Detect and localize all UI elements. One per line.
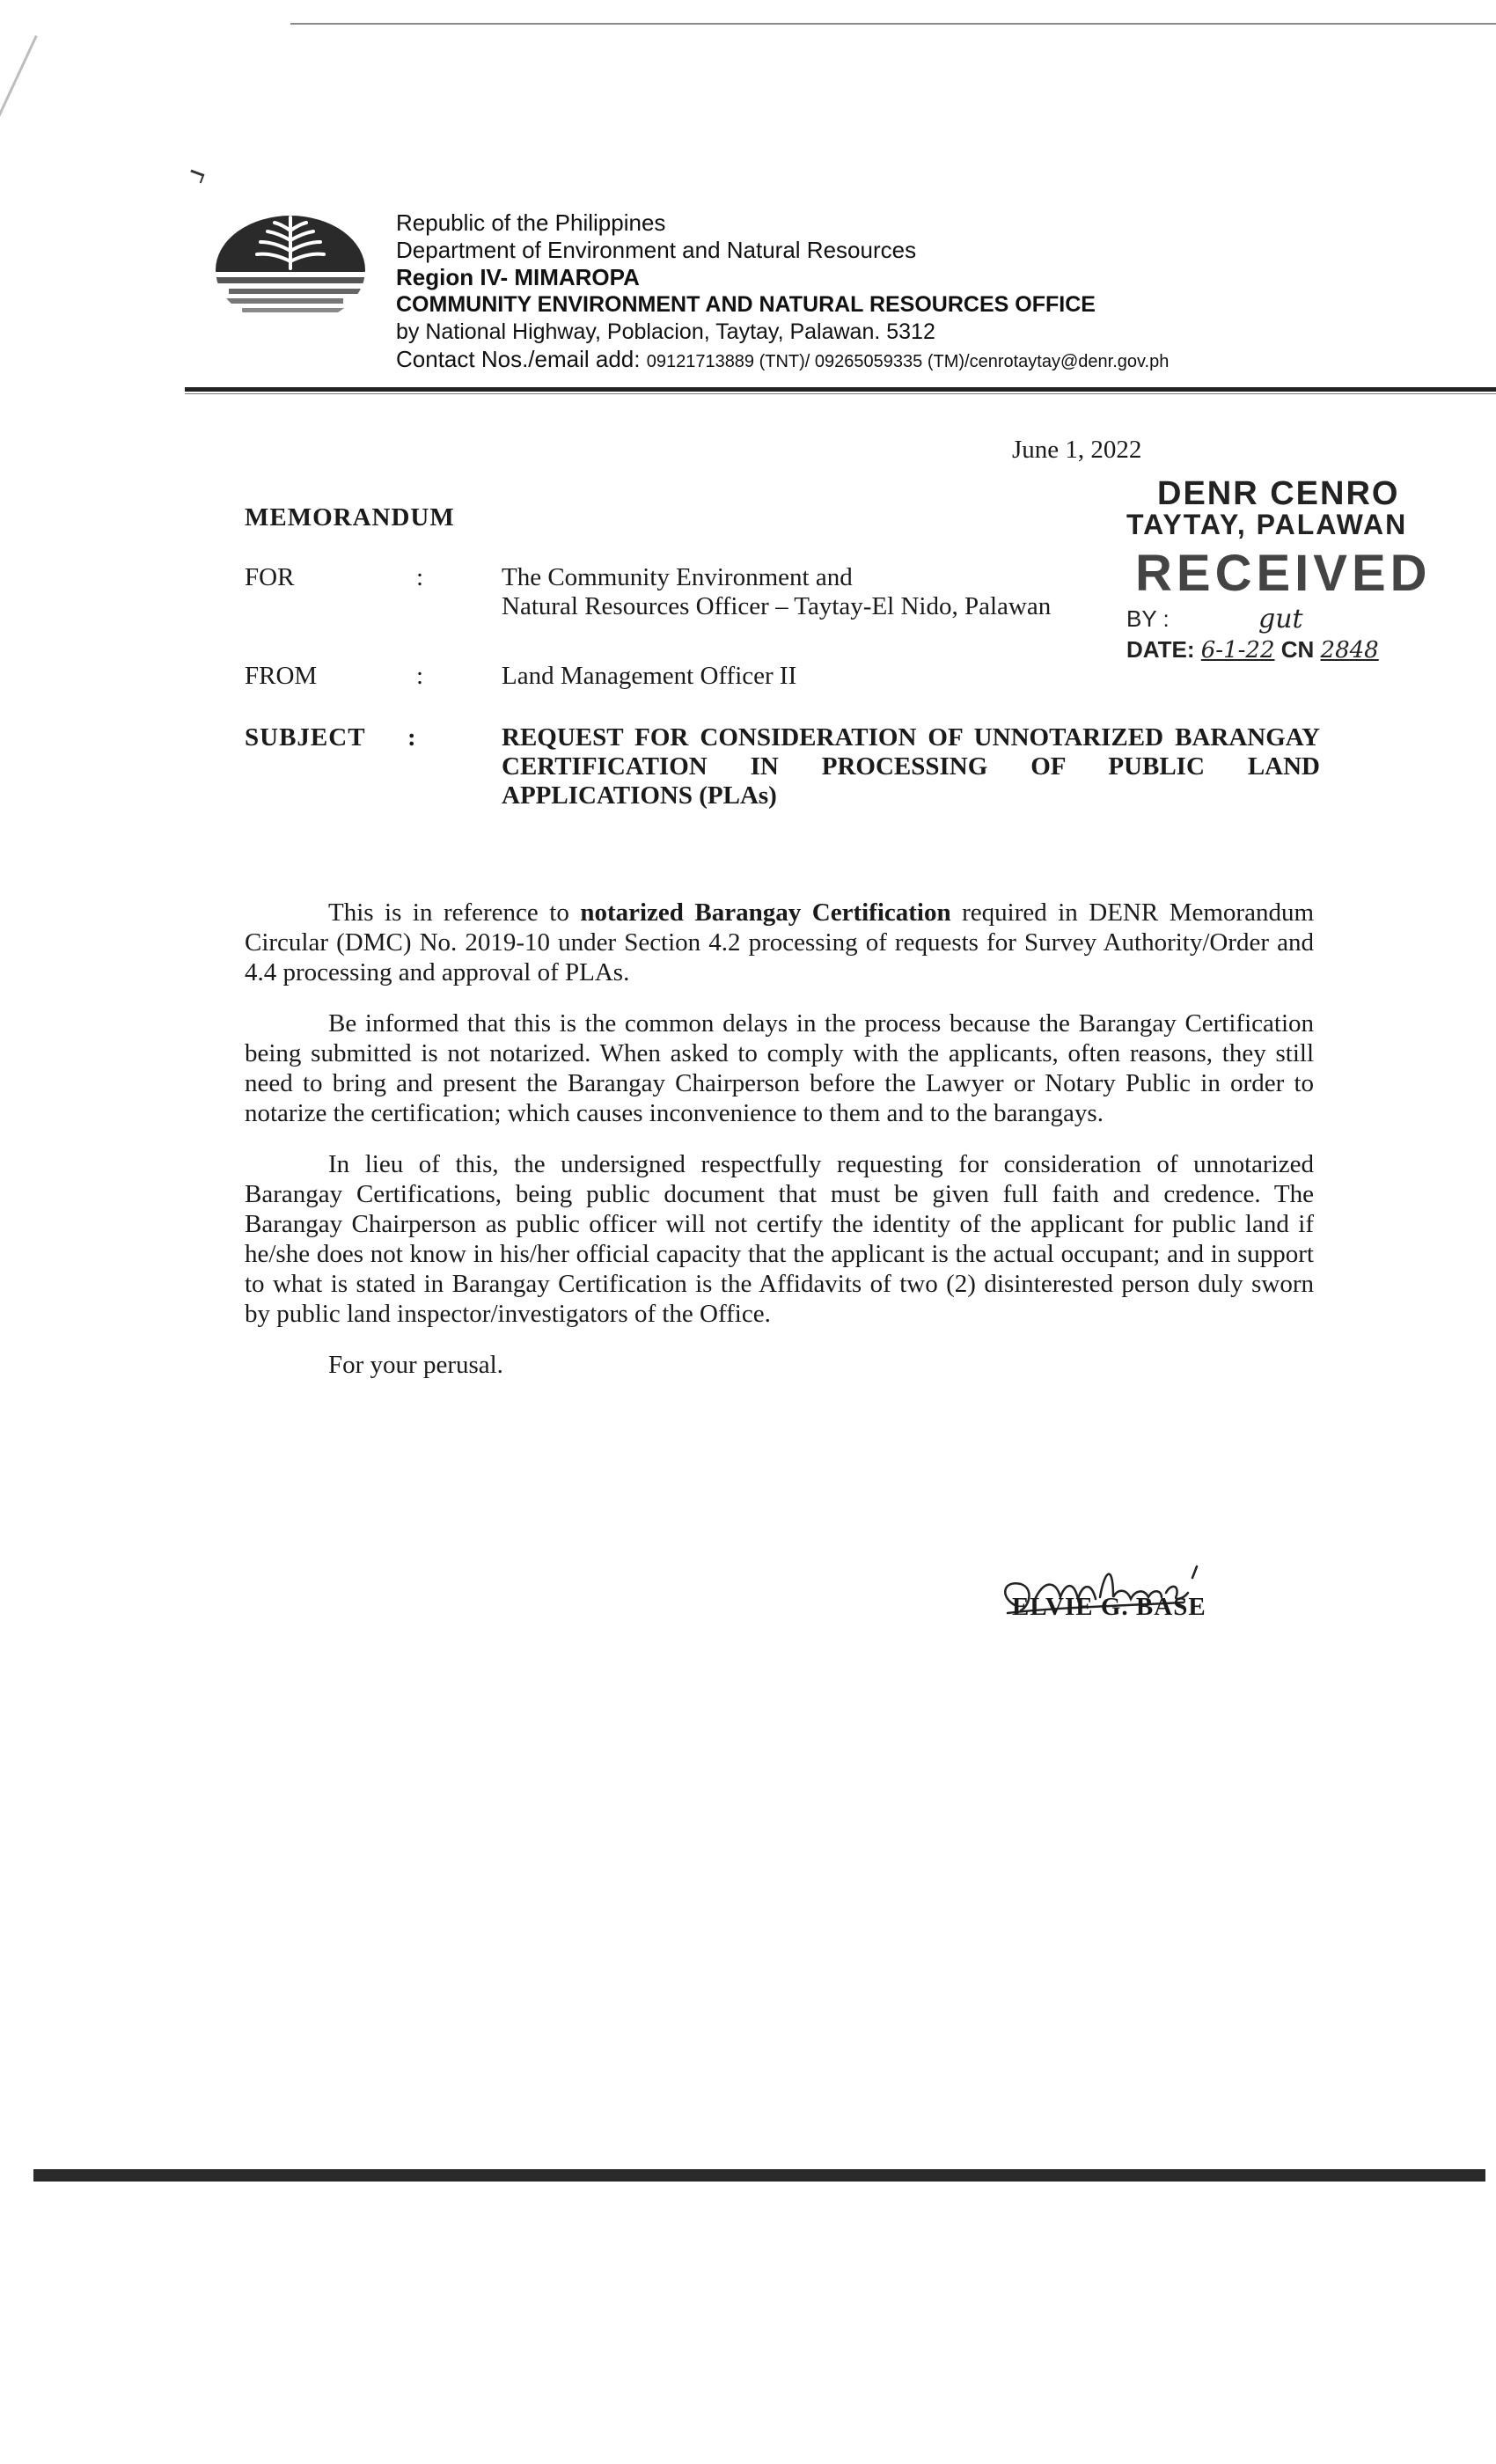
subject-colon: : (407, 723, 416, 752)
for-colon: : (416, 563, 424, 591)
p1-intro: This is in reference to (328, 898, 581, 927)
from-value: Land Management Officer II (502, 662, 797, 690)
scan-mark (188, 170, 205, 184)
subject-label: SUBJECT (245, 723, 366, 752)
letterhead-rule-thin (185, 393, 1496, 394)
letterhead-rule (185, 387, 1496, 392)
for-label: FOR (245, 563, 295, 591)
stamp-cn-label: CN (1280, 636, 1315, 663)
stamp-date-row (1126, 636, 1379, 664)
letterhead-contact (396, 346, 1470, 376)
memo-title: MEMORANDUM (245, 503, 455, 532)
scan-border-diagonal (0, 35, 38, 451)
body-paragraph-2: Be informed that this is the common delays in the process because the Barangay Certification being submitted is not notarized. When asked to comply with the applicants, often reasons, they still need to bring and present the Barangay Chairperson before the Lawyer or Notary Public in order to notarize the certification; which causes inconvenience to them and to the barangays. (245, 1009, 1314, 1127)
letterhead-office: COMMUNITY ENVIRONMENT AND NATURAL RESOURCES OFFICE (396, 292, 1096, 317)
subject-value: REQUEST FOR CONSIDERATION OF UNNOTARIZED BARANGAY CERTIFICATION IN PROCESSING OF PUBLIC LAND APPLICATIONS (PLAs) (502, 723, 1320, 810)
stamp-location: TAYTAY, PALAWAN (1126, 509, 1408, 540)
stamp-by-label: BY : (1126, 605, 1170, 632)
stamp-cn-value: 2848 (1320, 637, 1379, 664)
p1-emphasis: notarized Barangay Certification (580, 898, 951, 927)
for-value (502, 563, 1188, 621)
contact-value: 09121713889 (TNT)/ 09265059335 (TM)/cenrotaytay@denr.gov.ph (646, 352, 1170, 371)
stamp-date-label: DATE: (1126, 636, 1195, 663)
scan-border-bottom (33, 2169, 1485, 2182)
from-label: FROM (245, 662, 318, 690)
stamp-date-value: 6-1-22 (1200, 637, 1275, 664)
letterhead (396, 209, 1470, 376)
for-value-line1: The Community Environment and (502, 563, 853, 591)
signatory-name: ELVIE G. BASE (1012, 1593, 1206, 1621)
memo-body (245, 898, 1314, 1401)
stamp-office: DENR CENRO (1157, 475, 1400, 512)
letterhead-department: Department of Environment and Natural Resources (396, 237, 917, 263)
from-colon: : (416, 662, 424, 690)
letterhead-republic: Republic of the Philippines (396, 209, 666, 236)
body-paragraph-3: In lieu of this, the undersigned respectfully requesting for consideration of unnotarized Barangay Certifications, being public document that must be given full faith and credence. The Barangay Chairperson as public officer will not certify the identity of the applicant for public land if he/she does not know in his/her official capacity that the applicant is the actual occupant; and in support to what is stated in Barangay Certification is the Affidavits of two (2) disinterested person duly sworn by public land inspector/investigators of the Office. (245, 1150, 1314, 1328)
memo-date: June 1, 2022 (1012, 436, 1142, 464)
body-paragraph-1 (245, 898, 1314, 987)
stamp-by-initials: gut (1258, 604, 1303, 634)
letterhead-address: by National Highway, Poblacion, Taytay, Palawan. 5312 (396, 319, 935, 344)
stamp-received: RECEIVED (1135, 545, 1432, 602)
denr-logo-icon (211, 207, 370, 330)
for-value-line2: Natural Resources Officer – Taytay-El Nido, Palawan (502, 592, 1052, 620)
letterhead-region: Region IV- MIMAROPA (396, 264, 640, 290)
scan-border-top (290, 23, 1496, 25)
p1-rest: required in DENR Memorandum Circular (DMC) No. 2019-10 under Section 4.2 processing of requests for Survey Authority/Order and 4.4 processing and approval of PLAs. (245, 898, 1315, 986)
body-closing: For your perusal. (328, 1351, 503, 1379)
contact-label: Contact Nos./email add: (396, 346, 641, 372)
